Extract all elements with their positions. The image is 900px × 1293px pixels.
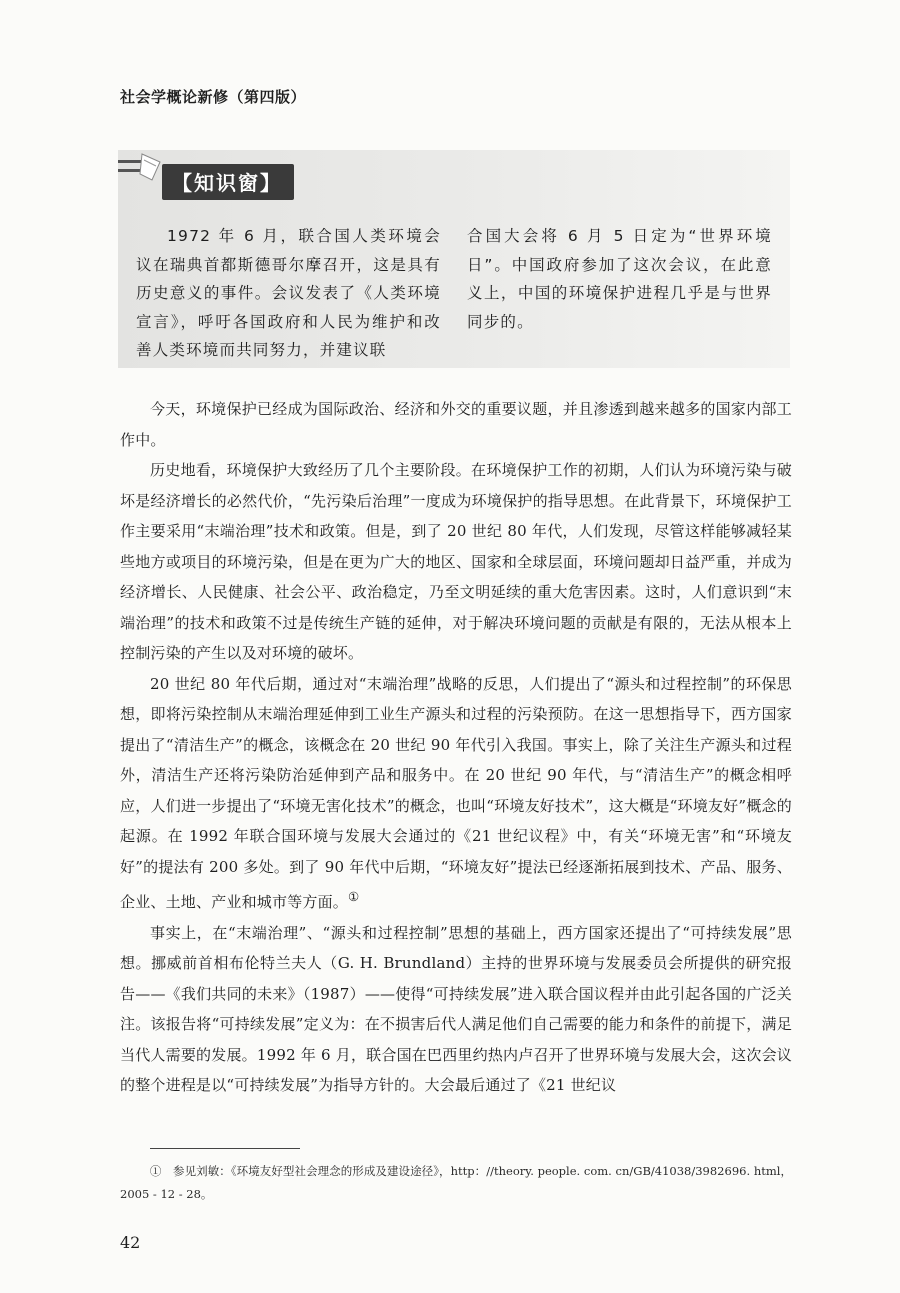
knowledge-window-col1: 1972 年 6 月，联合国人类环境会议在瑞典首都斯德哥尔摩召开，这是具有历史意义的事件。会议发表了《人类环境宣言》，呼吁各国政府和人民为维护和改善人类环境而共同努力，并建议联 xyxy=(136,227,441,359)
knowledge-window-heading: 【知识窗】 xyxy=(162,164,294,200)
knowledge-window-text xyxy=(136,222,772,365)
paragraph-text: 20 世纪 80 年代后期，通过对“末端治理”战略的反思，人们提出了“源头和过程控制”的环保思想，即将污染控制从末端治理延伸到工业生产源头和过程的污染预防。在这一思想指导下，西方国家提出了“清洁生产”的概念，该概念在 20 世纪 90 年代引入我国。事实上，除了关注生产源头和过程外，清洁生产还将污染防治延伸到产品和服务中。在 20 世纪 90 年代，与“清洁生产”的概念相呼应，人们进一步提出了“环境无害化技术”的概念，也叫“环境友好技术”，这大概是“环境友好”概念的起源。在 1992 年联合国环境与发展大会通过的《21 世纪议程》中，有关“环境无害”和“环境友好”的提法有 200 多处。到了 90 年代中后期，“环境友好”提法已经逐渐拓展到技术、产品、服务、企业、土地、产业和城市等方面。 xyxy=(120,674,792,911)
page-number: 42 xyxy=(120,1233,141,1252)
running-head: 社会学概论新修（第四版） xyxy=(120,88,307,106)
footnote-rule xyxy=(150,1148,300,1149)
pencil-icon xyxy=(118,160,158,192)
paragraph: 历史地看，环境保护大致经历了几个主要阶段。在环境保护工作的初期，人们认为环境污染与破坏是经济增长的必然代价，“先污染后治理”一度成为环境保护的指导思想。在此背景下，环境保护工作主要采用“末端治理”技术和政策。但是，到了 20 世纪 80 年代，人们发现，尽管这样能够减轻某些地方或项目的环境污染，但是在更为广大的地区、国家和全球层面，环境问题却日益严重，并成为经济增长、人民健康、社会公平、政治稳定，乃至文明延续的重大危害因素。这时，人们意识到“末端治理”的技术和政策不过是传统生产链的延伸，对于解决环境问题的贡献是有限的，无法从根本上控制污染的产生以及对环境的破坏。 xyxy=(120,461,792,662)
knowledge-window-box xyxy=(118,150,790,368)
paragraph: 事实上，在“末端治理”、“源头和过程控制”思想的基础上，西方国家还提出了“可持续发展”思想。挪威前首相布伦特兰夫人（G. H. Brundland）主持的世界环境与发展委员会所提供的研究报告——《我们共同的未来》（1987）——使得“可持续发展”进入联合国议程并由此引起各国的广泛关注。该报告将“可持续发展”定义为：在不损害后代人满足他们自己需要的能力和条件的前提下，满足当代人需要的发展。1992 年 6 月，联合国在巴西里约热内卢召开了世界环境与发展大会，这次会议的整个进程是以“可持续发展”为指导方针的。大会最后通过了《21 世纪议 xyxy=(120,923,792,1094)
body-text xyxy=(120,394,792,1101)
footnote-marker[interactable]: ① xyxy=(348,889,360,904)
paragraph xyxy=(120,669,792,918)
knowledge-window-col2: 合国大会将 6 月 5 日定为“世界环境日”。中国政府参加了这次会议，在此意义上，中国的环境保护进程几乎是与世界同步的。 xyxy=(467,227,772,331)
paragraph: 今天，环境保护已经成为国际政治、经济和外交的重要议题，并且渗透到越来越多的国家内部工作中。 xyxy=(120,400,792,449)
footnote: ① 参见刘敏：《环境友好型社会理念的形成及建设途径》，http：//theory. people. com. cn/GB/41038/3982696. html，2005 - 12 - 28。 xyxy=(120,1164,792,1201)
